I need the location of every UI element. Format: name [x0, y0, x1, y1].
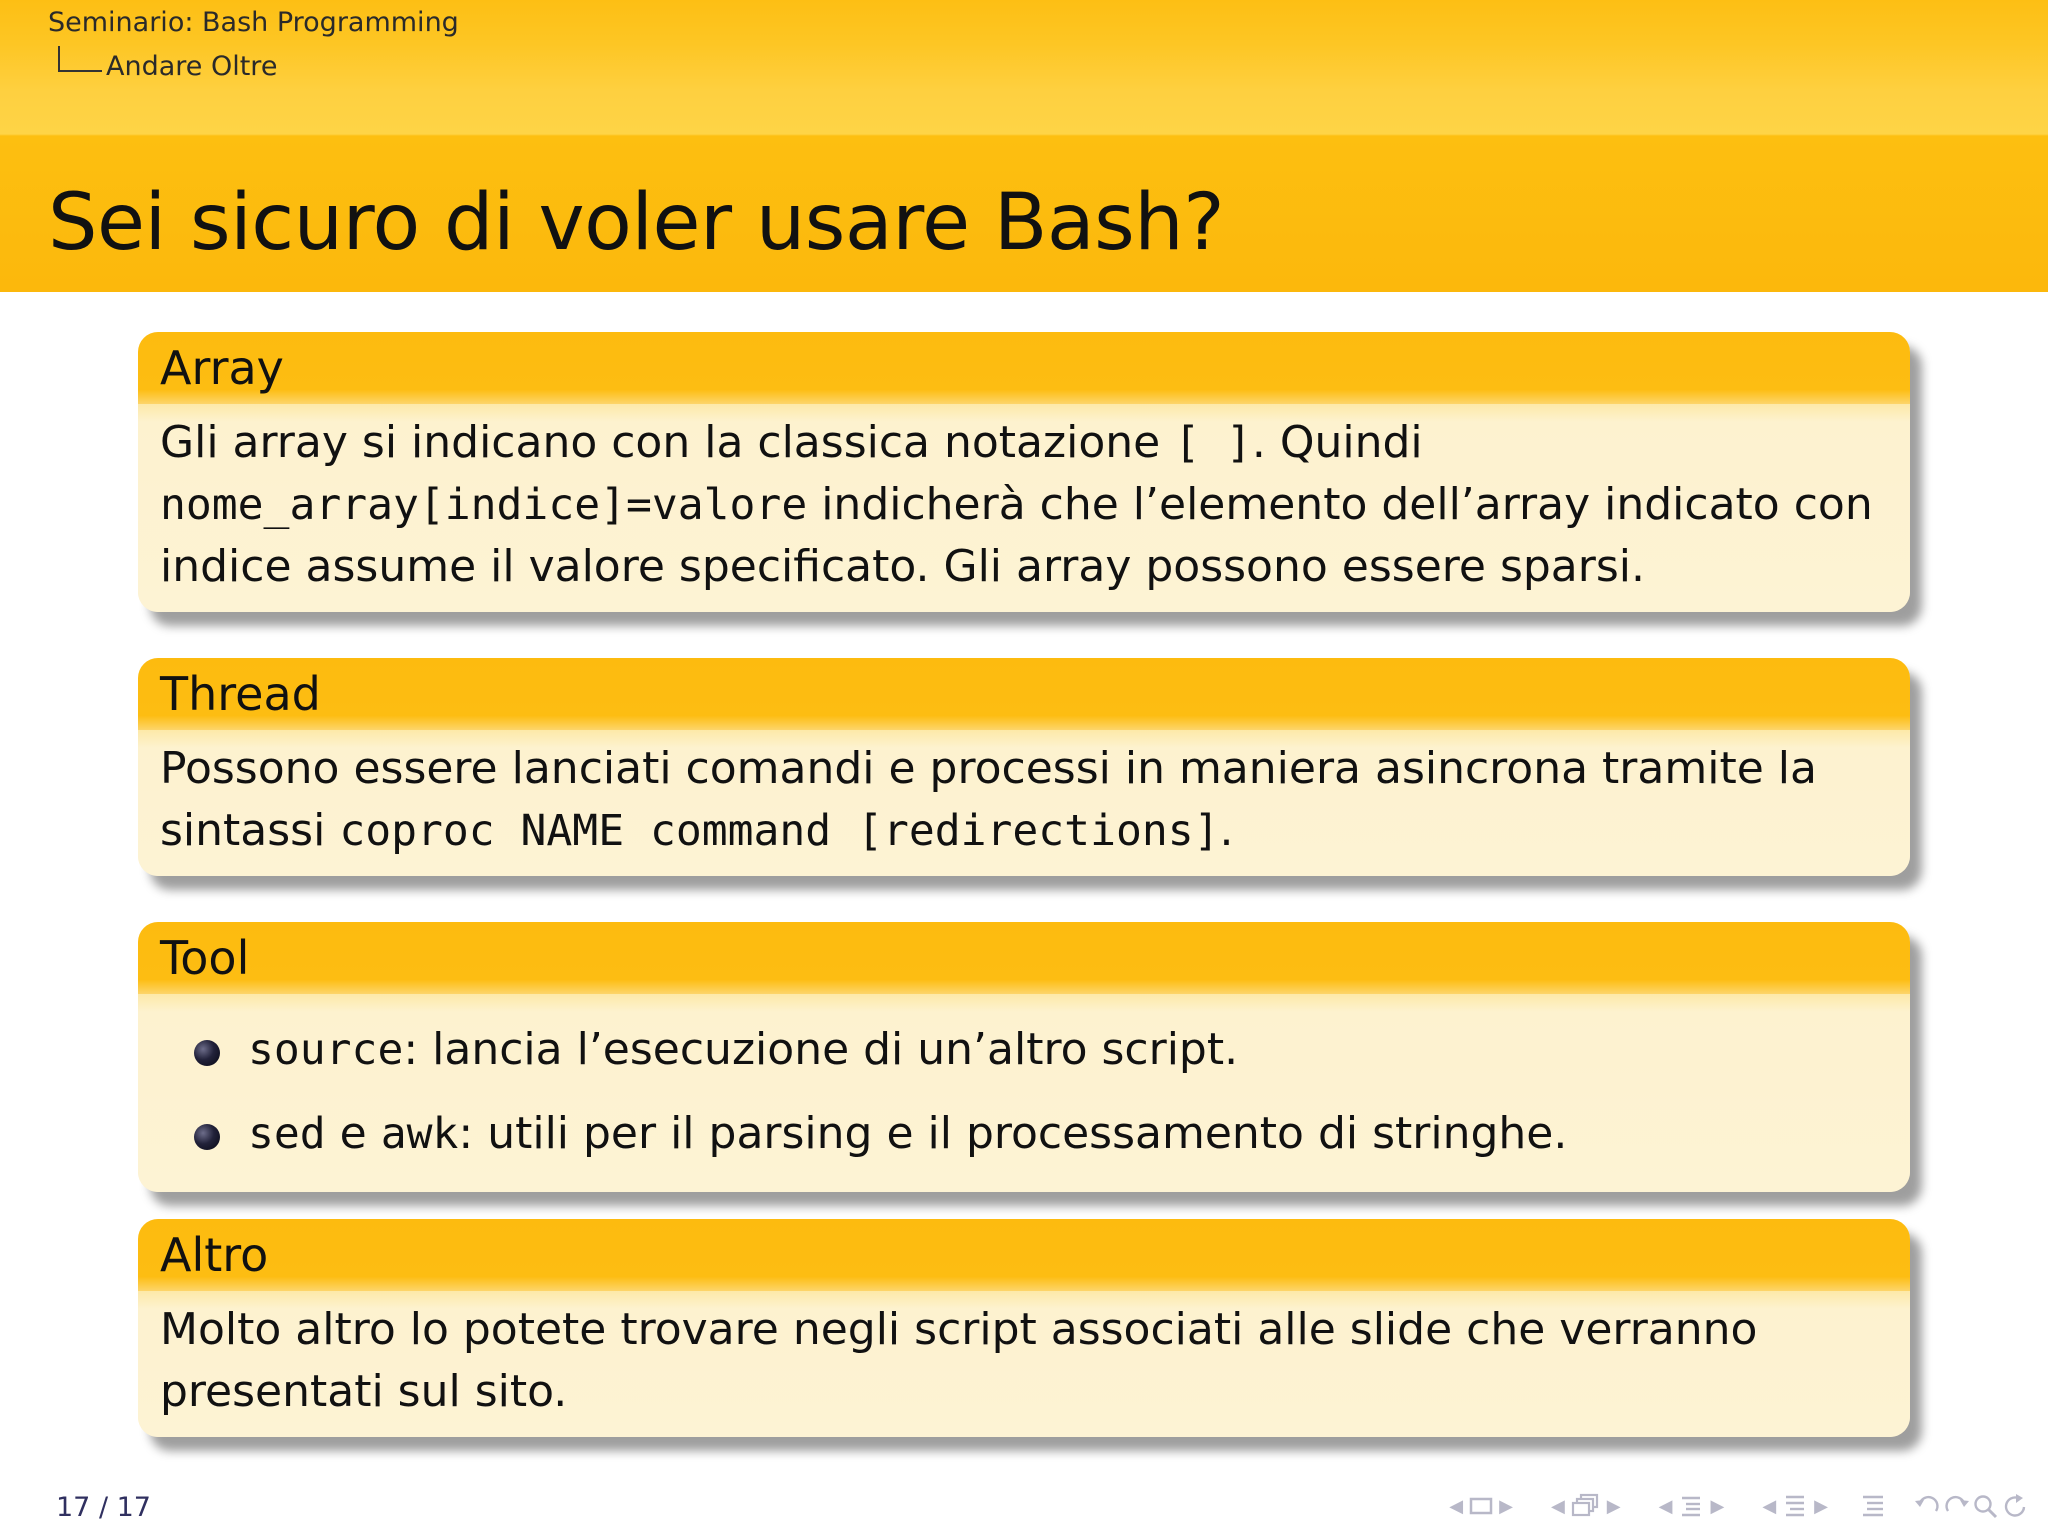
tool-code-source: source: [248, 1025, 404, 1075]
prev-slide-icon[interactable]: ◀: [1449, 1495, 1464, 1517]
thread-code-coproc: coproc NAME command [redirections]: [339, 806, 1220, 856]
thread-text-1: Possono essere lanciati comandi e processi in maniera asincrona tramite la sintassi: [160, 743, 1817, 856]
page-number: 17 / 17: [56, 1492, 151, 1523]
tool-code-awk: awk: [380, 1109, 459, 1159]
slide-nav-icon[interactable]: [1469, 1496, 1493, 1516]
block-body-array: [138, 404, 1910, 612]
next-section-icon[interactable]: ▶: [1814, 1495, 1828, 1517]
list-item: [194, 1008, 1910, 1092]
section-title: Andare Oltre: [106, 51, 278, 82]
block-altro: [138, 1219, 1910, 1437]
tool-item-text: : lancia l’esecuzione di un’altro script.: [403, 1024, 1239, 1075]
block-title-thread: Thread: [138, 658, 1910, 730]
array-code-assign: nome_array[indice]=valore: [160, 480, 808, 530]
tool-code-sed: sed: [248, 1109, 326, 1159]
array-text-2: . Quindi: [1251, 417, 1423, 468]
array-code-brackets: [ ]: [1174, 418, 1252, 468]
block-title-altro: Altro: [138, 1219, 1910, 1291]
slide-nav-group[interactable]: [1443, 1496, 1519, 1517]
tool-item-text: : utili per il parsing e il processamento di stringhe.: [458, 1108, 1568, 1159]
prev-frame-icon[interactable]: ◀: [1550, 1495, 1565, 1517]
search-nav-group[interactable]: [1912, 1493, 2030, 1519]
breadcrumb: [48, 6, 459, 82]
document-nav-icon[interactable]: [1860, 1493, 1886, 1519]
block-thread: [138, 658, 1910, 876]
subsection-nav-group[interactable]: [1653, 1493, 1731, 1519]
prev-subsection-icon[interactable]: ◀: [1658, 1495, 1673, 1517]
array-text-1: Gli array si indicano con la classica notazione: [160, 417, 1175, 468]
prev-section-icon[interactable]: ◀: [1762, 1495, 1777, 1517]
reload-icon[interactable]: [2000, 1493, 2030, 1519]
list-item: [194, 1092, 1910, 1176]
breadcrumb-section-row: [48, 50, 277, 84]
tool-item-conjunction: e: [325, 1108, 381, 1159]
search-nav-icon[interactable]: [1972, 1493, 2000, 1519]
document-nav-group[interactable]: [1860, 1493, 1886, 1519]
block-title-array: Array: [138, 332, 1910, 404]
frame-nav-group[interactable]: [1545, 1493, 1627, 1519]
presentation-title: Seminario: Bash Programming: [48, 7, 459, 38]
section-nav-icon[interactable]: [1782, 1493, 1808, 1519]
frame-nav-icon[interactable]: [1571, 1493, 1601, 1519]
block-body-altro: [138, 1291, 1910, 1437]
back-icon[interactable]: [1912, 1493, 1942, 1519]
section-nav-group[interactable]: [1756, 1493, 1834, 1519]
forward-icon[interactable]: [1942, 1493, 1972, 1519]
bullet-ball-icon: [194, 1124, 220, 1150]
thread-text-2: .: [1219, 805, 1234, 856]
bullet-ball-icon: [194, 1040, 220, 1066]
block-title-tool: Tool: [138, 922, 1910, 994]
altro-text: Molto altro lo potete trovare negli script associati alle slide che verranno presentati sul sito.: [160, 1304, 1758, 1417]
frame-title: Sei sicuro di voler usare Bash?: [48, 178, 1225, 268]
next-subsection-icon[interactable]: ▶: [1710, 1495, 1725, 1517]
array-text-3: indicherà che l’elemento dell’array indicato con indice assume il valore specificato. Gli array possono essere sparsi.: [160, 479, 1873, 592]
tool-list: [138, 1000, 1910, 1182]
beamer-navigation-bar: [1417, 1488, 2030, 1524]
block-body-tool: [138, 994, 1910, 1192]
block-tool: [138, 922, 1910, 1192]
slide-header: [0, 0, 2048, 292]
subsection-nav-icon[interactable]: [1678, 1493, 1704, 1519]
next-slide-icon[interactable]: ▶: [1499, 1495, 1513, 1517]
next-frame-icon[interactable]: ▶: [1606, 1495, 1621, 1517]
block-body-thread: [138, 730, 1910, 876]
tree-corner-icon: [58, 46, 102, 72]
block-array: [138, 332, 1910, 612]
